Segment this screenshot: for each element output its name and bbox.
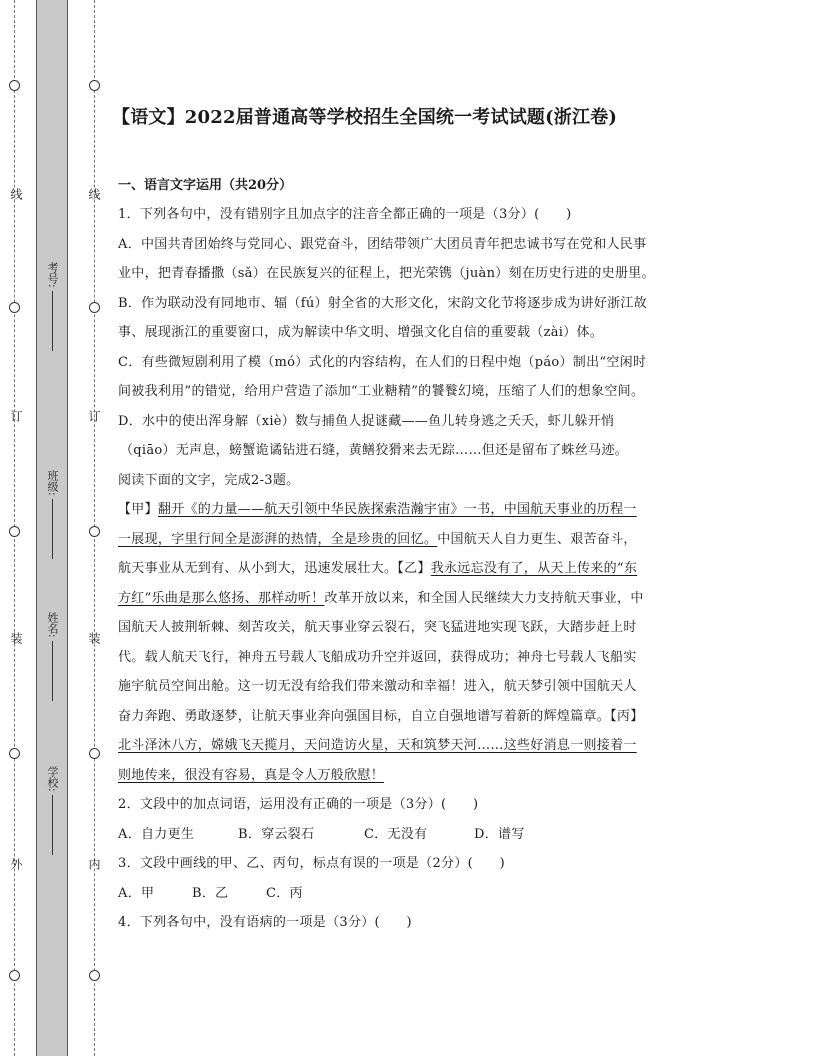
binding-hole-4 (9, 748, 20, 759)
reading-instruction: 阅读下面的文字，完成2-3题。 (118, 472, 300, 488)
outer-mark-ding: 订 (9, 410, 23, 422)
section-heading: 一、语言文字运用（共20分） (118, 178, 293, 193)
inner-mark-xian: 线 (87, 188, 101, 200)
passage-line-7: 施宇航员空间出舱。这一切无没有给我们带来激动和幸福！进入，航天梦引领中国航天人 (118, 679, 637, 694)
school-field[interactable] (44, 766, 60, 855)
option-d-line-2: （qiāo）无声息，螃蟹诡谲钻进石缝，黄鳝狡猾来去无踪……但还是留布了蛛丝马迹。 (120, 443, 629, 458)
binding-hole-7 (89, 302, 100, 313)
binding-hole-3 (9, 526, 20, 537)
option-a-line-1: A．中国共青团始终与党同心、跟党奋斗，团结带领广大团员青年把忠诚书写在党和人民事 (118, 236, 647, 252)
option-b-line-1: B．作为联动没有同地市、辐（fú）射全省的大形文化，宋韵文化节将逐步成为讲好浙江故 (118, 295, 648, 311)
class-label: 班级: (46, 470, 59, 496)
option-c-line-1: C．有些微短剧利用了模（mó）式化的内容结构，在人们的日程中炮（páo）制出“空闲时 (118, 354, 647, 370)
question-3: 3．文段中画线的甲、乙、丙句，标点有误的一项是（2分）( ) (118, 856, 505, 871)
page-title: 【语文】2022届普通高等学校招生全国统一考试试题(浙江卷) (112, 107, 618, 128)
q3-option-b: B．乙 (192, 885, 229, 901)
underlined-sentence-jia: 翻开《的力量——航天引领中华民族探索浩瀚宇宙》一书，中国航天事业的历程一 (157, 502, 637, 517)
question-4: 4．下列各句中，没有语病的一项是（3分）( ) (118, 915, 412, 930)
question-body (118, 200, 708, 938)
question-1: 1．下列各句中，没有错别字且加点字的注音全都正确的一项是（3分）( ) (118, 207, 572, 222)
binding-hole-6 (89, 80, 100, 91)
passage-line-4: 方红”乐曲是那么悠扬、那样动听！改革开放以来，和全国人民继续大力支持航天事业，中 (118, 590, 644, 606)
passage-line-2: 一展现，字里行间全是澎湃的热情，全是珍贵的回忆。中国航天人自力更生、艰苦奋斗， (118, 531, 637, 547)
binding-hole-2 (9, 302, 20, 313)
class-field[interactable] (44, 470, 60, 559)
underlined-sentence-bing: 北斗泽沐八方，嫦娥飞天揽月，天问造访火星，天和筑梦天河……这些好消息一则接着一 (118, 738, 637, 753)
outer-mark-xian: 线 (9, 188, 23, 200)
q2-option-a: A．自力更生 (118, 826, 195, 842)
binding-hole-10 (89, 970, 100, 981)
inner-mark-ding: 订 (87, 410, 101, 422)
binding-hole-5 (9, 970, 20, 981)
passage-line-1: 【甲】翻开《的力量——航天引领中华民族探索浩瀚宇宙》一书，中国航天事业的历程一 (118, 502, 637, 517)
option-d-line-1: D．水中的使出浑身解（xiè）数与捕鱼人捉谜藏——鱼儿转身逃之夭夭，虾儿躲开悄 (118, 413, 615, 429)
q3-option-c: C．丙 (266, 885, 303, 901)
exam-number-field[interactable] (44, 262, 60, 351)
passage-line-3: 航天事业从无到有、从小到大，迅速发展壮大。【乙】我永远忘没有了，从天上传来的“东 (118, 561, 638, 576)
q2-option-d: D．谱写 (474, 826, 525, 842)
name-label: 姓名: (46, 612, 59, 638)
question-3-options (118, 879, 708, 909)
passage-line-9 (118, 731, 708, 761)
name-field[interactable] (44, 612, 60, 701)
outer-mark-zhuang: 装 (9, 632, 23, 644)
q2-option-b: B．穿云裂石 (238, 826, 315, 842)
underlined-sentence-yi: 我永远忘没有了，从天上传来的“东 (430, 561, 638, 576)
option-a-line-2: 业中，把青春播撒（sǎ）在民族复兴的征程上，把光荣镌（juàn）刻在历史行进的史册里。 (118, 266, 655, 281)
exam-number-label: 考号: (46, 262, 59, 288)
inner-mark-nei: 内 (87, 858, 101, 870)
option-c-line-2: 间被我利用”的错觉，给用户营造了添加“工业糖精”的饕餮幻境，压缩了人们的想象空间。 (118, 384, 645, 399)
q2-option-c: C．无没有 (364, 826, 428, 842)
binding-hole-1 (9, 80, 20, 91)
school-label: 学校: (46, 766, 59, 792)
inner-mark-zhuang: 装 (87, 632, 101, 644)
question-2: 2．文段中的加点词语，运用没有正确的一项是（3分）( ) (118, 797, 479, 812)
outer-mark-wai: 外 (9, 858, 23, 870)
binding-hole-8 (89, 526, 100, 537)
question-2-options (118, 820, 708, 850)
passage-line-5: 国航天人披荆斩棘、刻苦攻关，航天事业穿云裂石，突飞猛进地实现飞跃，大踏步赶上时 (118, 620, 637, 635)
passage-line-8: 奋力奔跑、勇敢逐梦，让航天事业奔向强国目标，自立自强地谱写着新的辉煌篇章。【丙】 (118, 708, 644, 724)
q3-option-a: A．甲 (118, 885, 155, 901)
option-b-line-2: 事、展现浙江的重要窗口，成为解读中华文明、增强文化自信的重要载（zài）体。 (118, 325, 604, 340)
binding-hole-9 (89, 748, 100, 759)
passage-line-10: 则地传来，很没有容易，真是令人万般欣慰！ (118, 767, 385, 783)
passage-line-6: 代。载人航天飞行，神舟五号载人飞船成功升空并返回，获得成功；神舟七号载人飞船实 (118, 649, 637, 665)
